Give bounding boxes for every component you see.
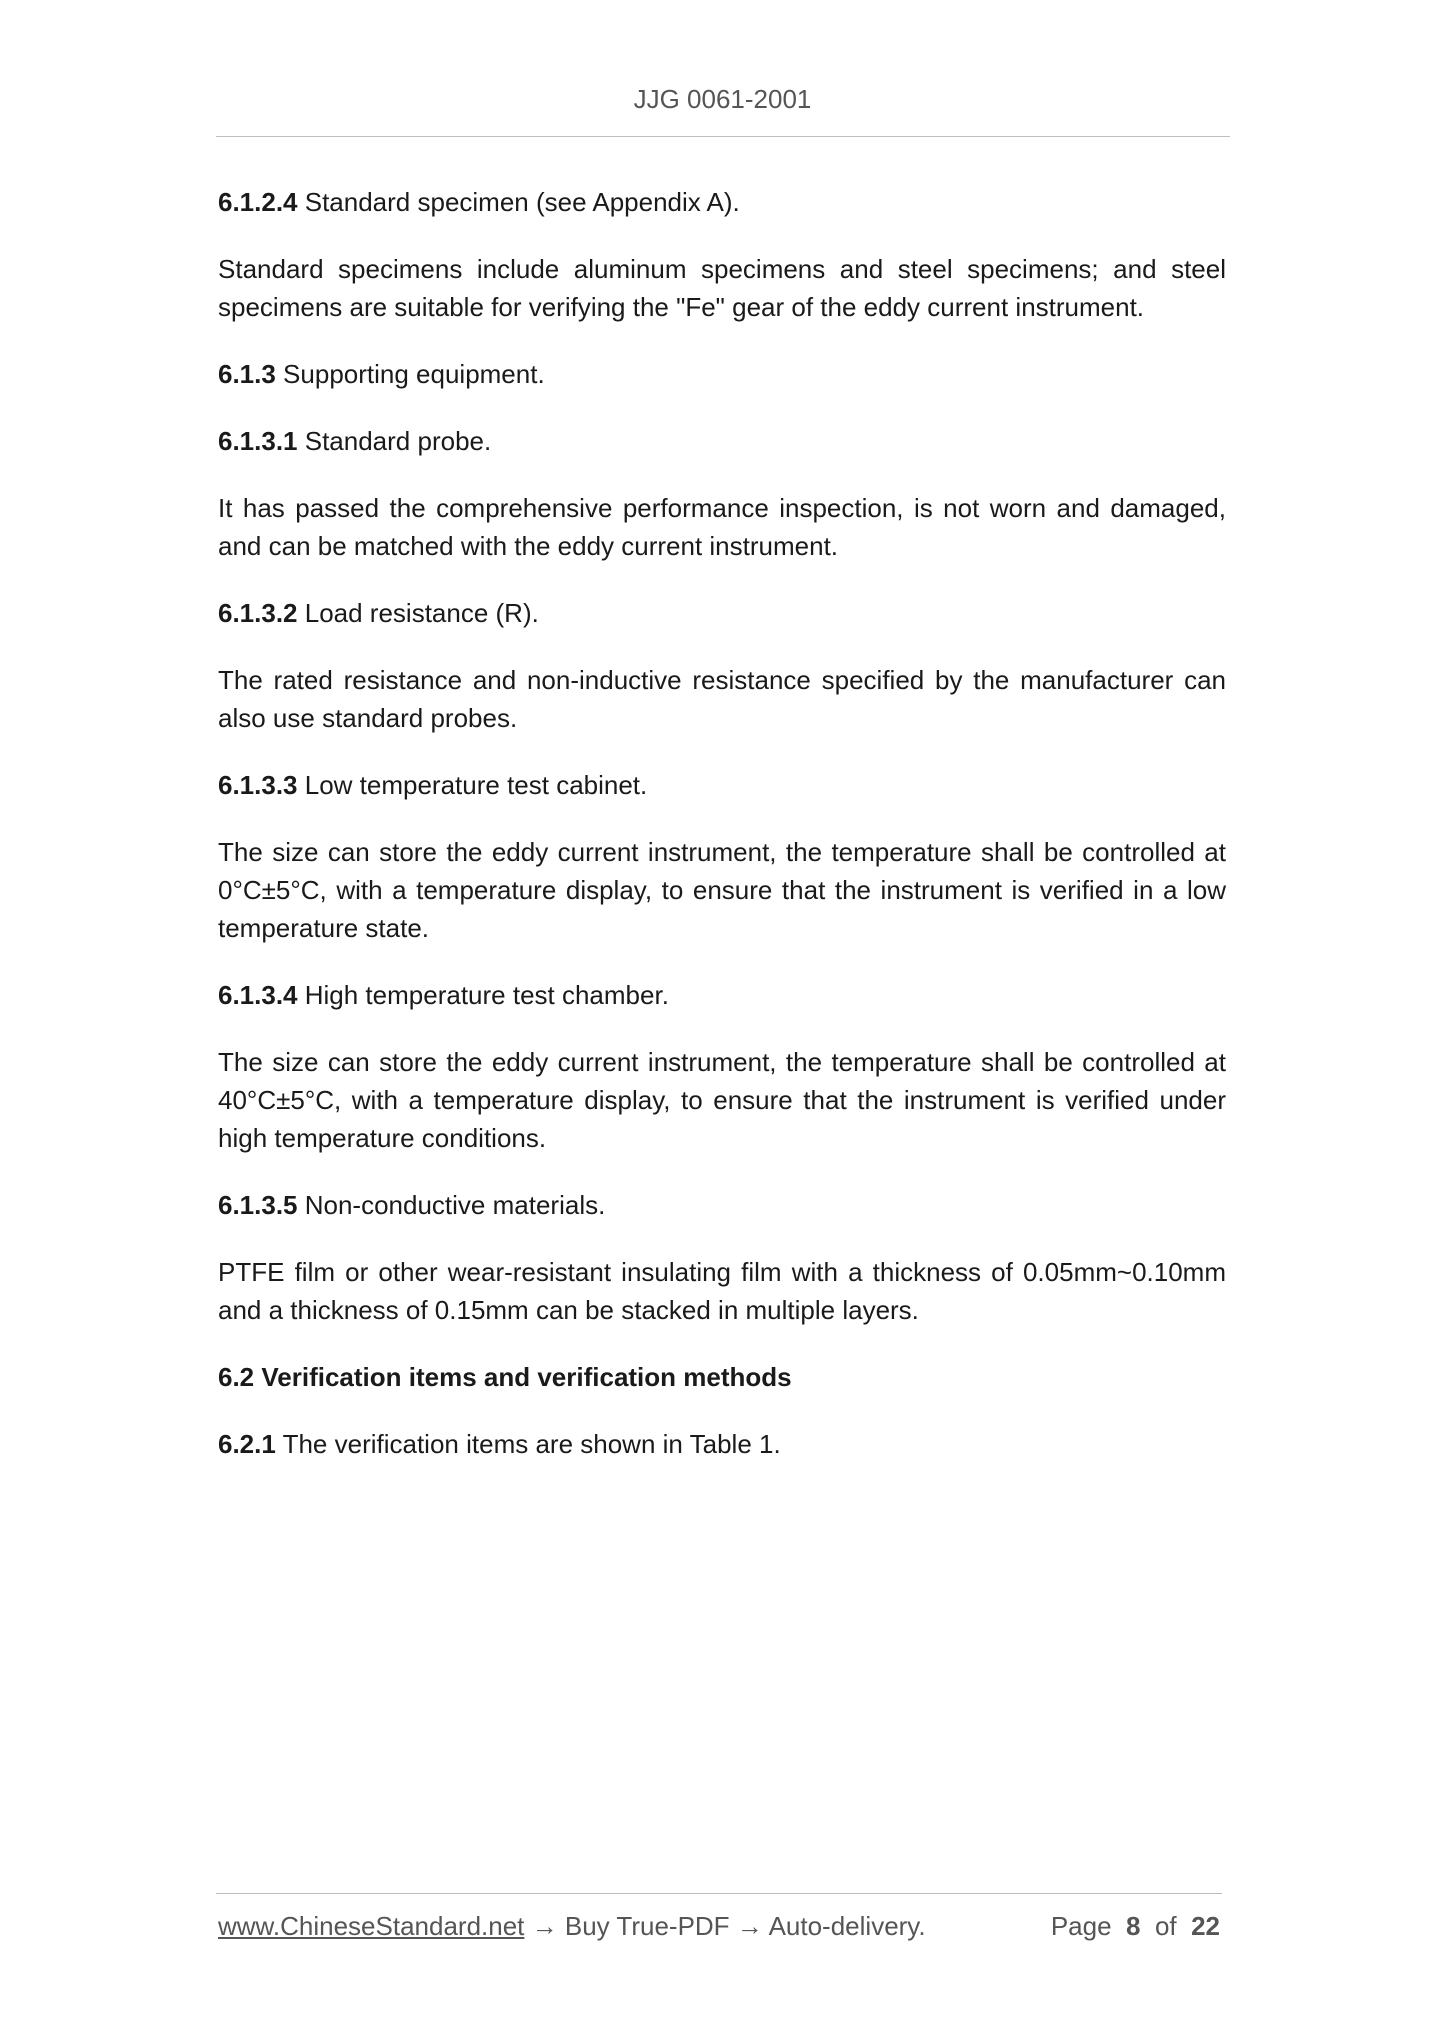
clause-6-1-3-4 — [218, 976, 1226, 1014]
page-total: 22 — [1191, 1911, 1220, 1941]
clause-text: Standard specimen (see Appendix A). — [297, 187, 740, 217]
footer-promo-text: → Buy True-PDF → Auto-delivery. — [524, 1911, 926, 1941]
page-number — [1051, 1911, 1220, 1942]
page-of-label: of — [1154, 1911, 1177, 1941]
website-link[interactable]: www.ChineseStandard.net — [218, 1911, 525, 1941]
page-label: Page — [1050, 1911, 1112, 1941]
clause-number: 6.1.2.4 — [218, 187, 298, 217]
clause-6-1-3-1 — [218, 422, 1226, 460]
clause-6-1-3-2 — [218, 594, 1226, 632]
body-paragraph: PTFE film or other wear-resistant insulating film with a thickness of 0.05mm~0.10mm and a thickness of 0.15mm can be stacked in multiple layers. — [218, 1257, 1226, 1325]
clause-text: Load resistance (R). — [297, 598, 539, 628]
clause-number: 6.1.3.4 — [218, 980, 298, 1010]
clause-number: 6.1.3.5 — [218, 1190, 298, 1220]
clause-text: Standard probe. — [297, 426, 492, 456]
clause-6-1-3-3 — [218, 766, 1226, 804]
clause-number: 6.1.3.2 — [218, 598, 298, 628]
header-divider — [216, 136, 1230, 137]
clause-number: 6.2.1 — [218, 1429, 276, 1459]
document-body — [218, 183, 1226, 1492]
section-heading-6-2: 6.2 Verification items and verification methods — [218, 1362, 792, 1392]
clause-number: 6.1.3 — [218, 359, 276, 389]
clause-text: Low temperature test cabinet. — [297, 770, 648, 800]
page-current: 8 — [1126, 1911, 1141, 1941]
clause-6-2-1 — [218, 1425, 1226, 1463]
footer-divider — [216, 1893, 1222, 1894]
clause-text: Supporting equipment. — [275, 359, 545, 389]
clause-6-1-3 — [218, 355, 1226, 393]
body-paragraph: It has passed the comprehensive performance inspection, is not worn and damaged, and can be matched with the eddy current instrument. — [218, 493, 1226, 561]
clause-number: 6.1.3.1 — [218, 426, 298, 456]
clause-text: Non-conductive materials. — [297, 1190, 606, 1220]
body-paragraph: Standard specimens include aluminum specimens and steel specimens; and steel specimens are suitable for verifying the "Fe" gear of the eddy current instrument. — [218, 254, 1226, 322]
body-paragraph: The rated resistance and non-inductive resistance specified by the manufacturer can also use standard probes. — [218, 665, 1226, 733]
clause-6-1-3-5 — [218, 1186, 1226, 1224]
clause-text: The verification items are shown in Table 1. — [275, 1429, 781, 1459]
footer-promo — [218, 1911, 926, 1942]
page-header-doc-id: JJG 0061-2001 — [633, 84, 812, 114]
body-paragraph: The size can store the eddy current instrument, the temperature shall be controlled at 0°C±5°C, with a temperature display, to ensure that the instrument is verified in a low temperature state. — [218, 837, 1226, 943]
clause-6-1-2-4 — [218, 183, 1226, 221]
clause-text: High temperature test chamber. — [297, 980, 669, 1010]
body-paragraph: The size can store the eddy current instrument, the temperature shall be controlled at 40°C±5°C, with a temperature display, to ensure that the instrument is verified under high temperature conditions. — [218, 1047, 1226, 1153]
clause-number: 6.1.3.3 — [218, 770, 298, 800]
